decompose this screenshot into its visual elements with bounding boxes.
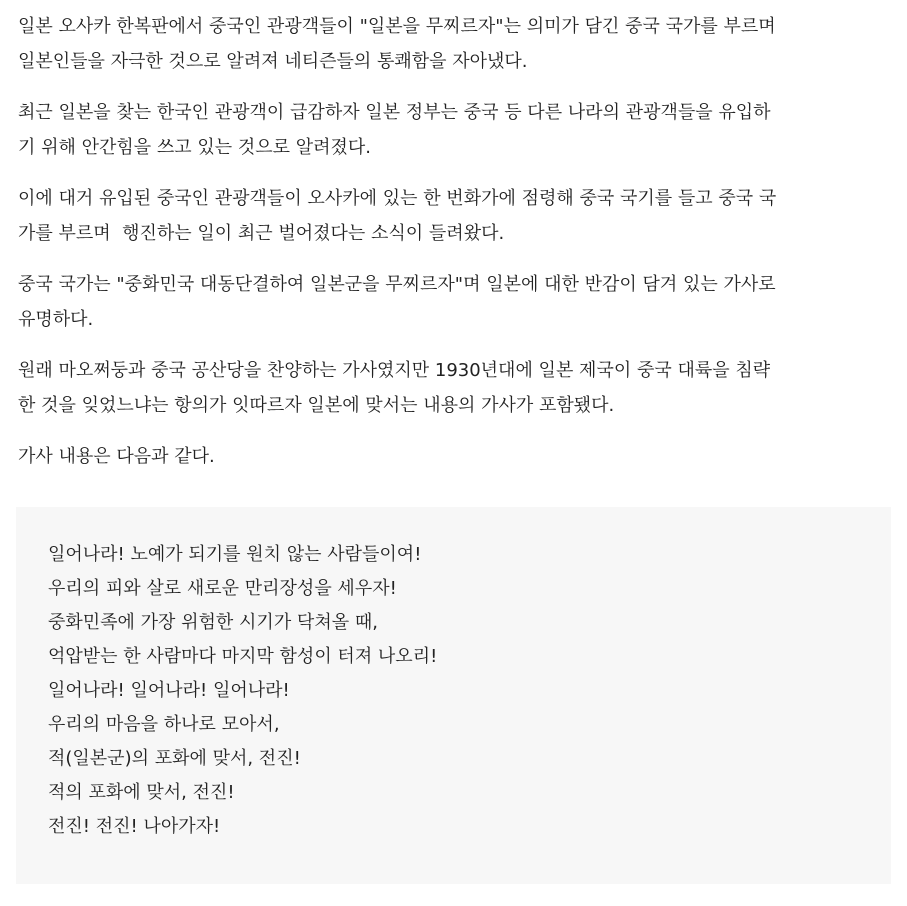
lyric-line: 일어나라! 일어나라! 일어나라! <box>48 680 290 701</box>
lyric-line: 적의 포화에 맞서, 전진! <box>48 782 235 803</box>
paragraph-line: 원래 마오쩌둥과 중국 공산당을 찬양하는 가사였지만 1930년대에 일본 제국이 중국 대륙을 침략 <box>18 360 771 381</box>
paragraph-line: 이에 대거 유입된 중국인 관광객들이 오사카에 있는 한 번화가에 점령해 중국 국기를 들고 중국 국 <box>18 188 777 209</box>
paragraph <box>18 353 890 423</box>
paragraph-line: 기 위해 안간힘을 쓰고 있는 것으로 알려졌다. <box>18 137 372 158</box>
paragraph-line: 일본 오사카 한복판에서 중국인 관광객들이 "일본을 무찌르자"는 의미가 담긴 중국 국가를 부르며 <box>18 16 776 37</box>
lyric-line: 일어나라! 노예가 되기를 원치 않는 사람들이여! <box>48 544 422 565</box>
paragraph <box>18 181 890 251</box>
lyric-line: 우리의 피와 살로 새로운 만리장성을 세우자! <box>48 578 397 599</box>
paragraph-line: 중국 국가는 "중화민국 대동단결하여 일본군을 무찌르자"며 일본에 대한 반감이 담겨 있는 가사로 <box>18 274 776 295</box>
lyric-line: 우리의 마음을 하나로 모아서, <box>48 714 280 735</box>
paragraph <box>18 95 890 165</box>
paragraph-line: 유명하다. <box>18 309 94 330</box>
lyric-line: 중화민족에 가장 위험한 시기가 닥쳐올 때, <box>48 612 378 633</box>
paragraph-line: 최근 일본을 찾는 한국인 관광객이 급감하자 일본 정부는 중국 등 다른 나라의 관광객들을 유입하 <box>18 102 771 123</box>
paragraph-line: 가를 부르며 행진하는 일이 최근 벌어졌다는 소식이 들려왔다. <box>18 223 505 244</box>
article-body <box>18 9 890 490</box>
lyrics-quote-box <box>16 507 891 884</box>
lyric-line: 억압받는 한 사람마다 마지막 함성이 터져 나오리! <box>48 646 438 667</box>
paragraph <box>18 9 890 79</box>
paragraph-line: 일본인들을 자극한 것으로 알려져 네티즌들의 통쾌함을 자아냈다. <box>18 51 528 72</box>
lyric-line: 전진! 전진! 나아가자! <box>48 816 221 837</box>
paragraph <box>18 439 890 474</box>
lyric-line: 적(일본군)의 포화에 맞서, 전진! <box>48 748 301 769</box>
paragraph-line: 한 것을 잊었느냐는 항의가 잇따르자 일본에 맞서는 내용의 가사가 포함됐다. <box>18 395 615 416</box>
paragraph-line: 가사 내용은 다음과 같다. <box>18 446 215 467</box>
paragraph <box>18 267 890 337</box>
